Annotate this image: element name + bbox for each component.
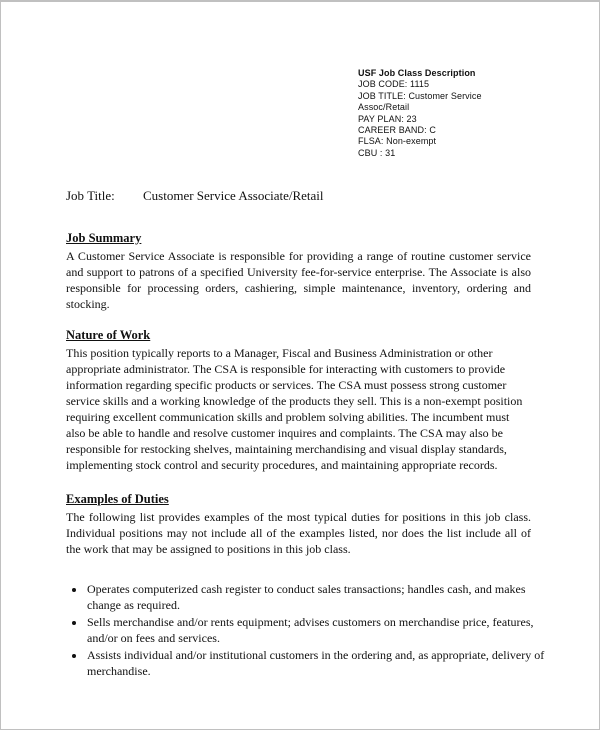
duty-list-item: • Operates computerized cash register to conduct sales transactions; handles cash, and makes change as required. xyxy=(86,581,554,614)
header-block-line: CAREER BAND: C xyxy=(358,125,436,136)
job-title-value: Customer Service Associate/Retail xyxy=(143,188,324,203)
job-summary-paragraph: A Customer Service Associate is responsible for providing a range of routine customer service and support to patrons of a specified University fee-for-service enterprise. The Associate is also responsible for processing orders, cashiering, simple maintenance, inventory, ordering and stocking. xyxy=(66,249,531,311)
job-title-row xyxy=(66,188,324,204)
section-nature-of-work xyxy=(66,328,531,473)
header-block-line: PAY PLAN: 23 xyxy=(358,113,417,124)
nature-of-work-heading: Nature of Work xyxy=(66,328,151,342)
header-block-lines xyxy=(358,79,528,159)
examples-of-duties-paragraph: The following list provides examples of the most typical duties for positions in this job class. Individual positions may not include all of the examples listed, nor does the list include all of the work that may be assigned to positions in this job class. xyxy=(66,510,531,556)
job-title-label: Job Title: xyxy=(66,188,115,203)
header-block-line: JOB CODE: 1115 xyxy=(358,79,430,90)
duty-list-item: • Assists individual and/or institutional customers in the ordering and, as appropriate, delivery of merchandise. xyxy=(86,647,554,680)
section-job-summary xyxy=(66,231,531,312)
section-examples-of-duties xyxy=(66,492,531,557)
nature-of-work-paragraph: This position typically reports to a Manager, Fiscal and Business Administration or other appropriate administrator. The CSA is responsible for interacting with customers to provide information regarding specific products or services. The CSA must possess strong customer service skills and a working knowledge of the products they sell. This is a non-exempt position requiring excellent communication skills and problem solving abilities. The incumbent must also be able to handle and resolve customer inquires and complaints. The CSA may also be responsible for restocking shelves, maintaining merchandising and visual display standards, implementing stock control and security procedures, and maintaining appropriate records. xyxy=(66,346,523,472)
examples-of-duties-heading: Examples of Duties xyxy=(66,492,169,506)
header-block-line: JOB TITLE: Customer Service xyxy=(358,90,482,101)
duties-bullet-list xyxy=(66,581,554,679)
header-block-title: USF Job Class Description xyxy=(358,68,476,78)
duty-list-item: • Sells merchandise and/or rents equipment; advises customers on merchandise price, features, and/or on fees and services. xyxy=(86,614,554,647)
header-block-line: FLSA: Non-exempt xyxy=(358,136,437,147)
header-block-line: CBU : 31 xyxy=(358,147,396,158)
job-class-header-block xyxy=(358,68,528,159)
job-summary-heading: Job Summary xyxy=(66,231,142,245)
header-block-line: Assoc/Retail xyxy=(358,102,410,113)
